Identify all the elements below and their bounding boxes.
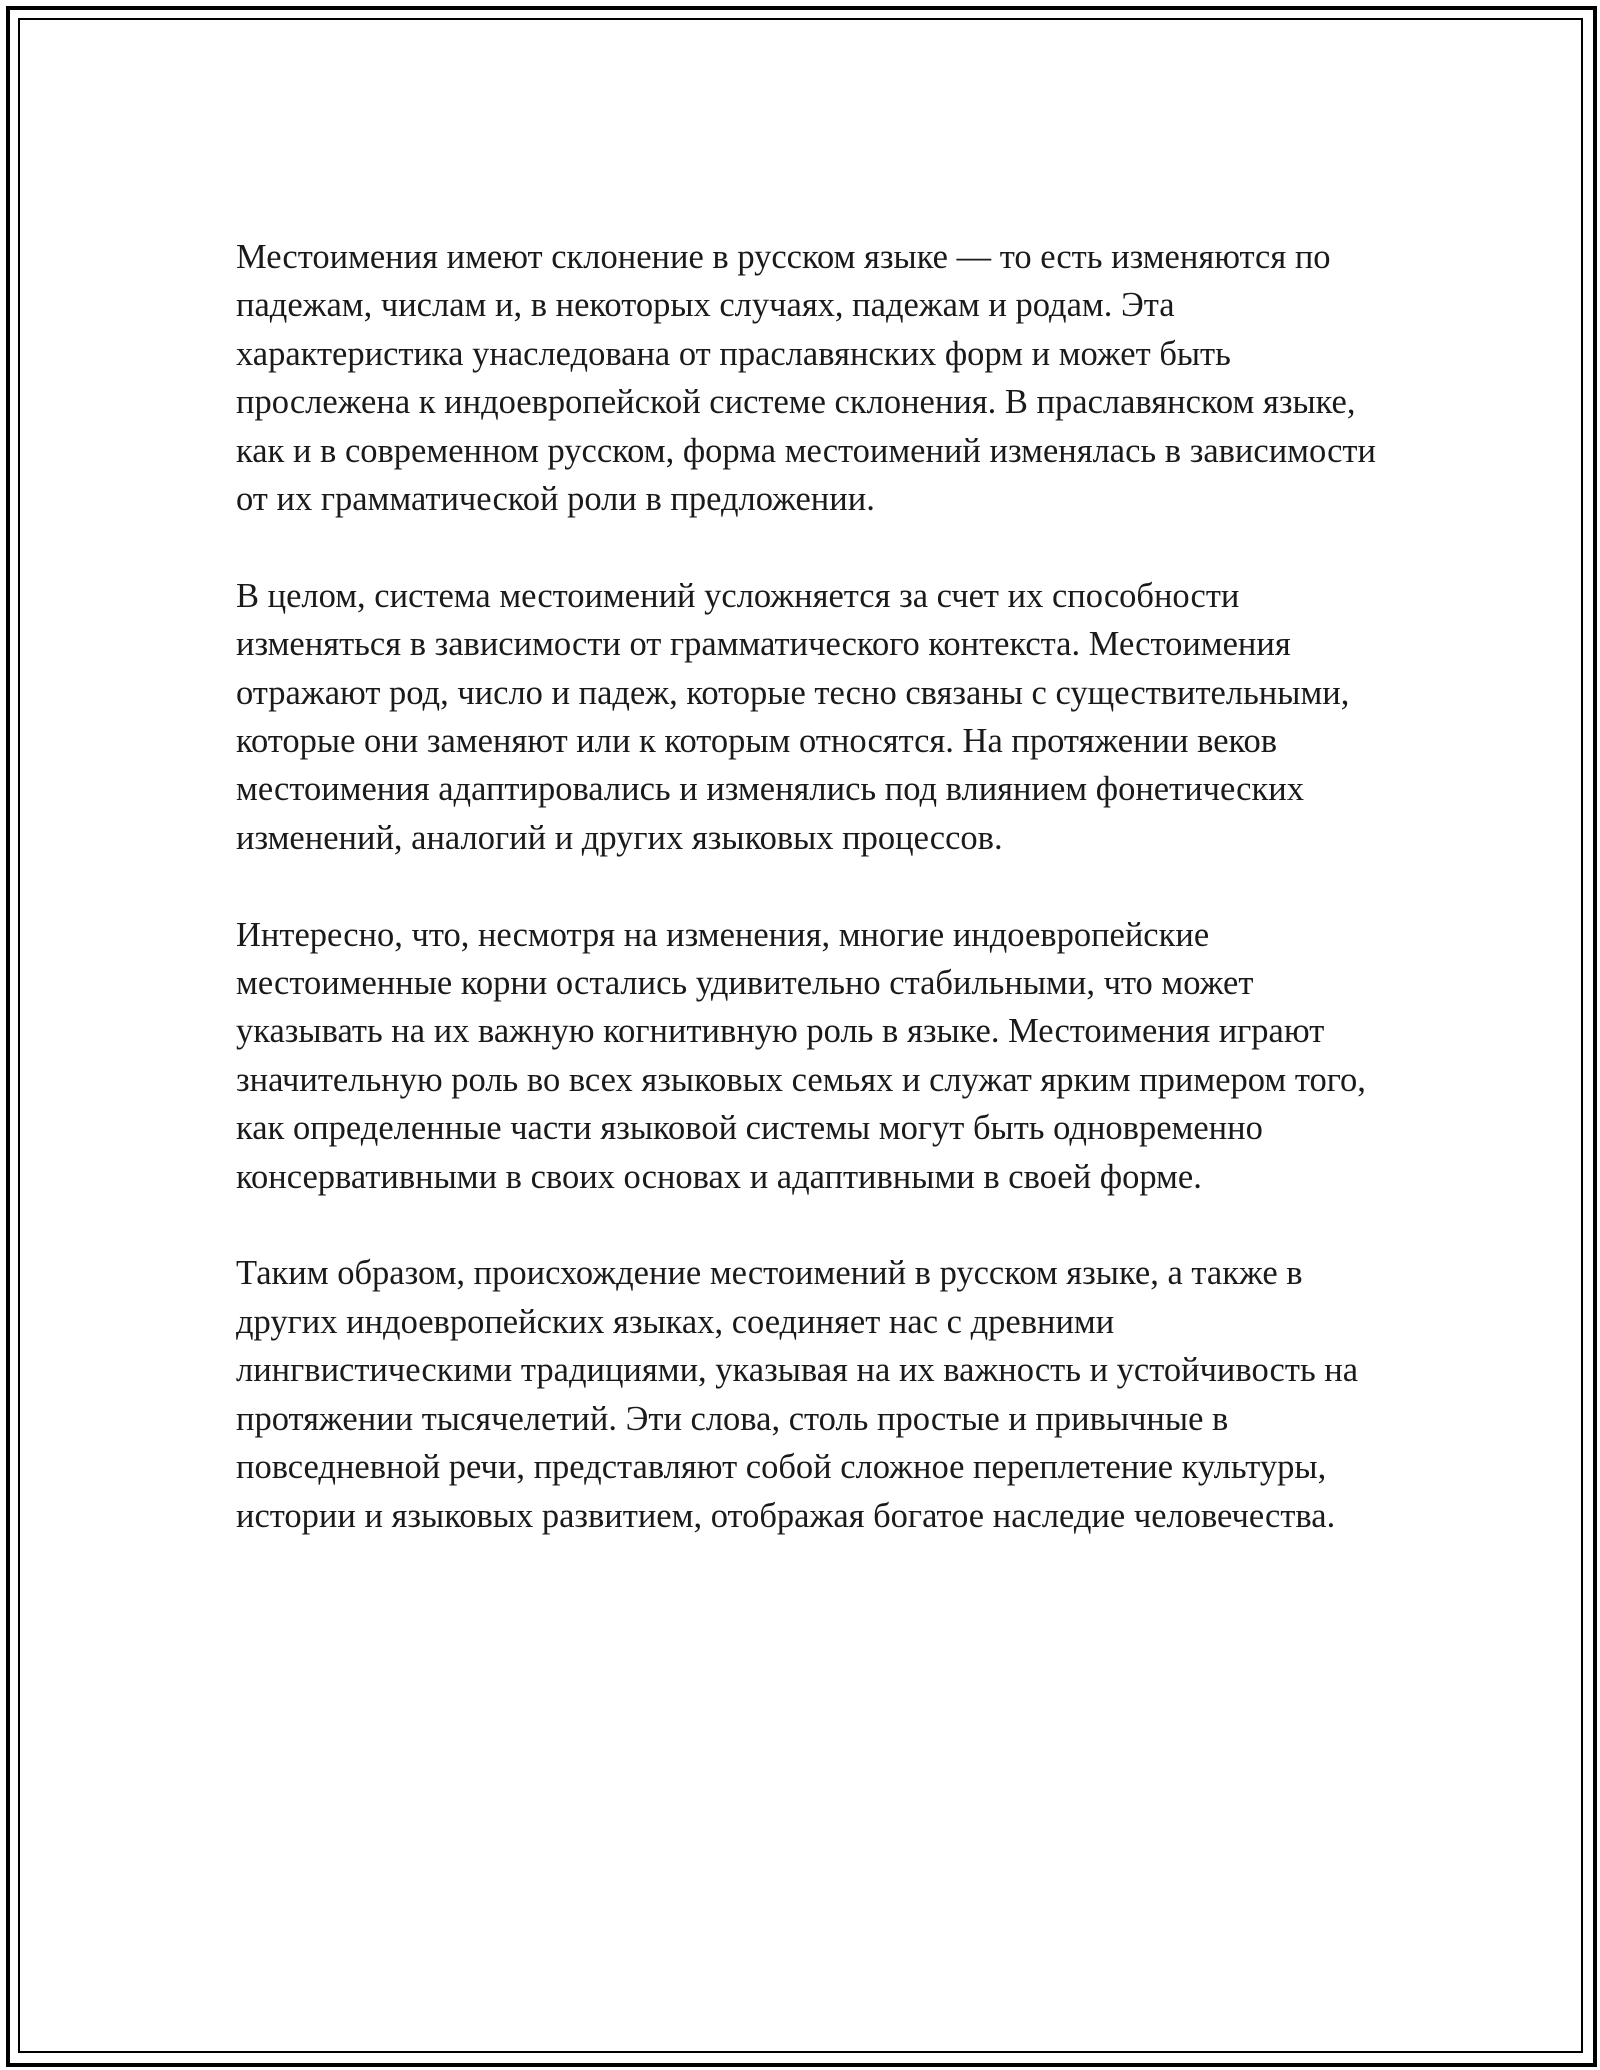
paragraph-1: Местоимения имеют склонение в русском языке — то есть изменяются по падежам, числам и, в некоторых случаях, падежам и родам. Эта характеристика унаследована от праславянских форм и может быть прослежена к индоевропейской системе склонения. В праславянском языке, как и в современном русском, форма местоимений изменялась в зависимости от их грамматической роли в предложении. xyxy=(236,238,1376,519)
document-body xyxy=(236,233,1376,1540)
paragraph-3: Интересно, что, несмотря на изменения, многие индоевропейские местоименные корни остались удивительно стабильными, что может указывать на их важную когнитивную роль в языке. Местоимения играют значительную роль во всех языковых семьях и служат ярким примером того, как определенные части языковой системы могут быть одновременно консервативными в своих основах и адаптивными в своей форме. xyxy=(236,915,1366,1196)
paragraph-2: В целом, система местоимений усложняется за счет их способности изменяться в зависимости от грамматического контекста. Местоимения отражают род, число и падеж, которые тесно связаны с существительными, которые они заменяют или к которым относятся. На протяжении веков местоимения адаптировались и изменялись под влиянием фонетических изменений, аналогий и других языковых процессов. xyxy=(236,576,1350,857)
paragraph-4: Таким образом, происхождение местоимений в русском языке, а также в других индоевропейских языках, соединяет нас с древними лингвистическими традициями, указывая на их важность и устойчивость на протяжении тысячелетий. Эти слова, столь простые и привычные в повседневной речи, представляют собой сложное переплетение культуры, истории и языковых развитием, отображая богатое наследие человечества. xyxy=(236,1254,1359,1535)
